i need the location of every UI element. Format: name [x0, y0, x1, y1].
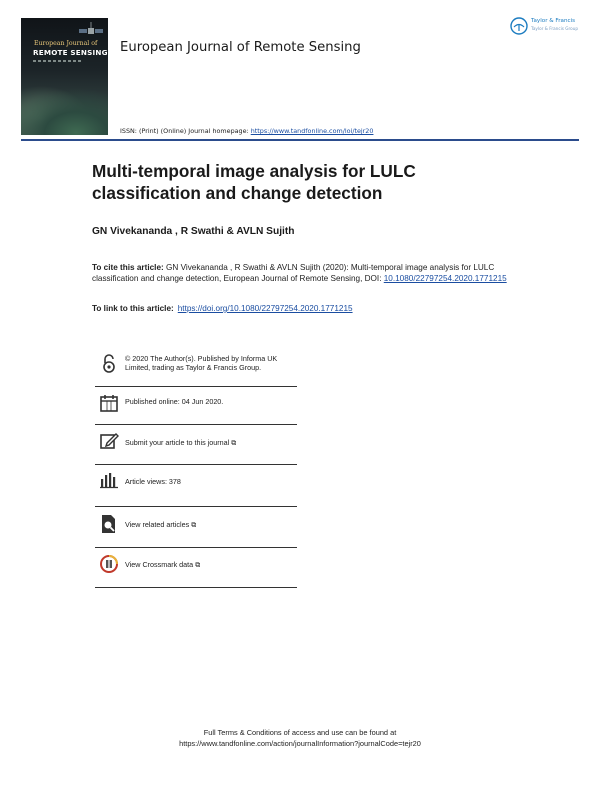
footer-terms-link[interactable]: https://www.tandfonline.com/action/journalInformation?journalCode=tejr20 [179, 739, 421, 748]
bar-chart-icon [99, 470, 119, 490]
issn-line [120, 127, 373, 135]
citation-text: GN Vivekananda , R Swathi & AVLN Sujith (2020): Multi-temporal image analysis for LULC classification and change detection, European Journal of Remote Sensing, DOI: [92, 263, 495, 284]
calendar-icon [99, 393, 119, 413]
journal-cover-image [21, 18, 108, 135]
journal-title: European Journal of Remote Sensing [120, 40, 361, 55]
header-rule [21, 139, 579, 141]
article-views: Article views: 378 [125, 477, 181, 486]
crossmark-link[interactable] [125, 560, 297, 570]
edit-icon [99, 431, 119, 451]
info-divider [95, 547, 297, 548]
article-authors: GN Vivekananda , R Swathi & AVLN Sujith [92, 226, 295, 237]
cover-journal-big: REMOTE SENSING [33, 48, 108, 57]
search-document-icon [99, 514, 119, 534]
license-row [95, 352, 297, 386]
footer [0, 727, 600, 749]
crossmark-row[interactable] [95, 551, 297, 591]
info-divider [95, 587, 297, 588]
publisher-group: Taylor & Francis Group [531, 26, 579, 31]
citation-label: To cite this article: [92, 263, 164, 272]
satellite-icon [79, 22, 103, 40]
journal-homepage-link[interactable]: https://www.tandfonline.com/loi/tejr20 [250, 127, 374, 135]
publisher-logo[interactable] [510, 17, 582, 35]
related-text: View related articles [125, 520, 190, 529]
external-link-icon: ⧉ [195, 562, 201, 569]
open-access-icon [99, 354, 119, 374]
external-link-icon: ⧉ [191, 522, 197, 529]
citation-block [92, 262, 512, 285]
footer-terms: Full Terms & Conditions of access and use can be found at [203, 728, 397, 737]
views-row [95, 468, 297, 508]
related-articles-link[interactable] [125, 520, 297, 530]
article-title: Multi-temporal image analysis for LULC classification and change detection [92, 161, 416, 203]
published-row [95, 391, 297, 431]
crossmark-icon [99, 554, 119, 574]
submit-row[interactable] [95, 428, 297, 468]
citation-doi-link[interactable]: 10.1080/22797254.2020.1771215 [383, 274, 507, 284]
taylor-francis-logo-icon [510, 17, 528, 35]
info-divider [95, 424, 297, 425]
article-doi-link[interactable]: https://doi.org/10.1080/22797254.2020.1771215 [177, 304, 353, 313]
related-row[interactable] [95, 510, 297, 550]
info-divider [95, 464, 297, 465]
info-divider [95, 386, 297, 387]
link-to-article [92, 304, 353, 313]
crossmark-text: View Crossmark data [125, 560, 194, 569]
submit-article-link[interactable] [125, 438, 297, 448]
external-link-icon: ⧉ [231, 440, 237, 447]
info-divider [95, 506, 297, 507]
link-label: To link to this article: [92, 304, 174, 313]
cover-subtitle-lines [33, 60, 83, 62]
issn-text: ISSN: (Print) (Online) Journal homepage: [120, 127, 251, 135]
published-text: Published online: 04 Jun 2020. [125, 397, 224, 406]
publisher-name: Taylor & Francis [531, 18, 576, 24]
submit-text: Submit your article to this journal [125, 438, 230, 447]
license-text: © 2020 The Author(s). Published by Informa UK Limited, trading as Taylor & Francis Group. [125, 354, 278, 372]
cover-journal-small: European Journal of [34, 40, 98, 47]
